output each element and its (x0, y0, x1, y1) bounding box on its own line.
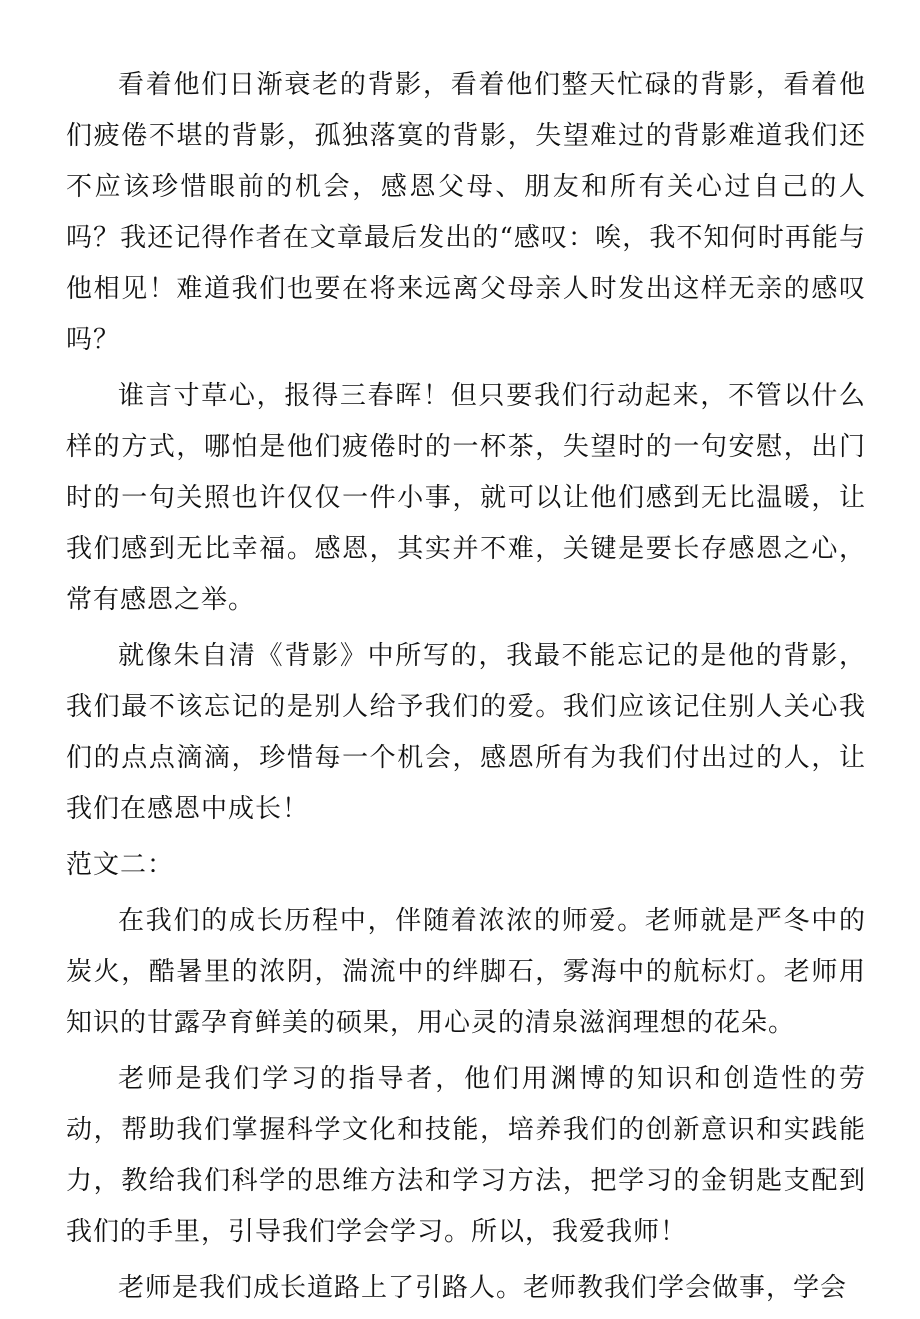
document-page (66, 60, 866, 1319)
paragraph-3: 就像朱自清《背影》中所写的，我最不能忘记的是他的背影，我们最不该忘记的是别人给予我们的爱。我们应该记住别人关心我们的点点滴滴，珍惜每一个机会，感恩所有为我们付出过的人，让我们在感恩中成长！ (66, 641, 866, 824)
paragraph-1: 看着他们日渐衰老的背影，看着他们整天忙碌的背影，看着他们疲倦不堪的背影，孤独落寞的背影，失望难过的背影难道我们还不应该珍惜眼前的机会，感恩父母、朋友和所有关心过自己的人吗？我还记得作者在文章最后发出的“感叹：唉，我不知何时再能与他相见！难道我们也要在将来远离父母亲人时发出这样无亲的感叹吗？ (66, 70, 866, 355)
paragraph-6: 老师是我们成长道路上了引路人。老师教我们学会做事，学会 (118, 1273, 848, 1303)
paragraph-2: 谁言寸草心，报得三春晖！但只要我们行动起来，不管以什么样的方式，哪怕是他们疲倦时的一杯茶，失望时的一句安慰，出门时的一句关照也许仅仅一件小事，就可以让他们感到无比温暖，让我们感到无比幸福。感恩，其实并不难，关键是要长存感恩之心，常有感恩之举。 (66, 381, 866, 615)
paragraph-4: 在我们的成长历程中，伴随着浓浓的师爱。老师就是严冬中的炭火，酷暑里的浓阴，湍流中的绊脚石，雾海中的航标灯。老师用知识的甘露孕育鲜美的硕果，用心灵的清泉滋润理想的花朵。 (66, 906, 866, 1038)
section-heading: 范文二： (66, 850, 175, 880)
paragraph-5: 老师是我们学习的指导者，他们用渊博的知识和创造性的劳动，帮助我们掌握科学文化和技能，培养我们的创新意识和实践能力，教给我们科学的思维方法和学习方法，把学习的金钥匙支配到我们的手里，引导我们学会学习。所以，我爱我师！ (66, 1064, 866, 1247)
